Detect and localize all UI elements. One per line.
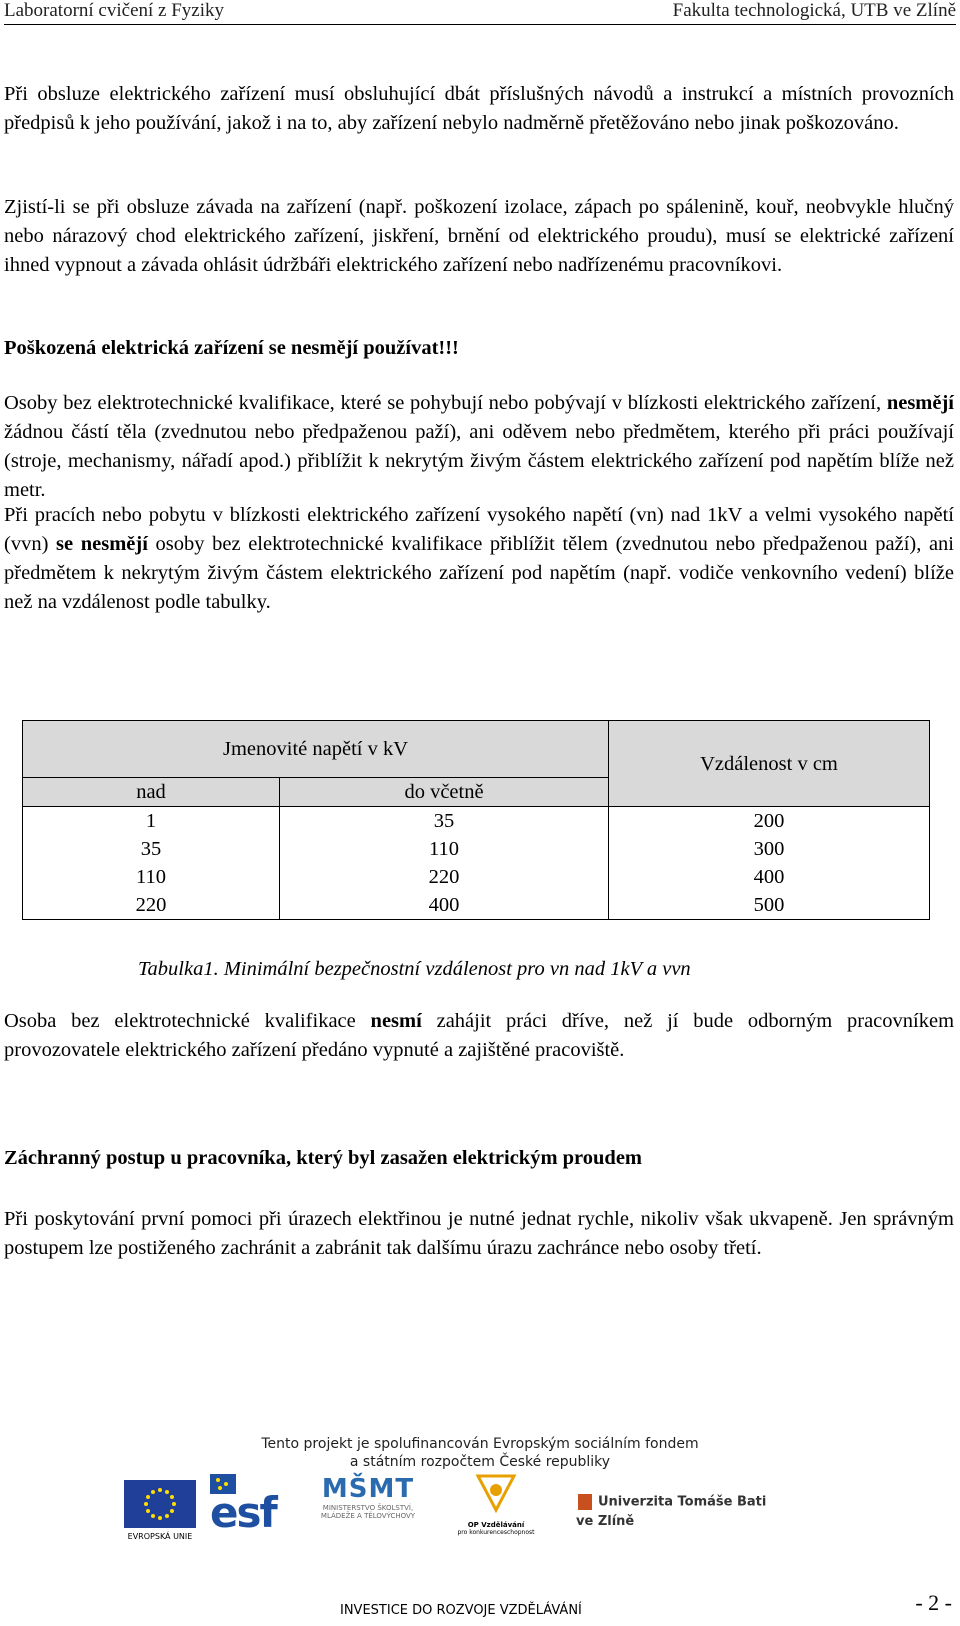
table-cell: 300 [609, 835, 930, 863]
op-logo [456, 1472, 536, 1536]
msmt-logo [303, 1474, 433, 1538]
utb-emblem-icon [576, 1492, 594, 1512]
table-row [23, 863, 930, 891]
msmt-mark: MŠMT [321, 1474, 415, 1504]
table-head-distance: Vzdálenost v cm [609, 721, 930, 807]
warning-damaged: Poškozená elektrická zařízení se nesmějí používat!!! [4, 337, 459, 359]
table-row [23, 891, 930, 920]
paragraph-operation: Při obsluze elektrického zařízení musí obsluhující dbát příslušných návodů a instrukcí a místních provozních předpisů k jeho používání, jakož i na to, aby zařízení nebylo nadměrně přetěžováno nebo jinak poškozováno. [4, 83, 954, 134]
op-sub1: OP Vzdělávání [467, 1521, 525, 1529]
paragraph-unqualified: Osoby bez elektrotechnické kvalifikace, které se pohybují nebo pobývají v blízkosti elektrického zařízení, nesmějí žádnou částí těla (zvednutou nebo předpaženou paží), ani oděvem nebo předmětem, kterého při práci používají (stroje, mechanismy, nářadí apod.) přiblížit k nekrytým živým částem elektrického zařízení pod napětím blíže než metr. [4, 392, 954, 501]
table-cell: 400 [609, 863, 930, 891]
section-heading-rescue: Záchranný postup u pracovníka, který byl zasažen elektrickým proudem [4, 1147, 643, 1169]
table-cell: 110 [23, 863, 280, 891]
table-cell: 220 [280, 863, 609, 891]
utb-name: Univerzita Tomáše Bati ve Zlíně [576, 1494, 767, 1529]
esf-text: esf [210, 1488, 276, 1537]
op-triangle-icon [456, 1472, 536, 1516]
footer-funding-line2: a státním rozpočtem České republiky [349, 1454, 611, 1470]
page-header [4, 0, 956, 25]
msmt-sub2: MLÁDEŽE A TĚLOVÝCHOVY [320, 1512, 416, 1520]
distance-table [22, 720, 930, 920]
paragraph-start-work: Osoba bez elektrotechnické kvalifikace nesmí zahájit práci dříve, než jí bude odborným pracovníkem provozovatele elektrického zařízení předáno vypnuté a zajištěné pracoviště. [4, 1010, 955, 1061]
paragraph-fault: Zjistí-li se při obsluze závada na zařízení (např. poškození izolace, zápach po spálenině, kouř, neobvykle hlučný nebo nárazový chod elektrického zařízení, jiskření, brnění od elektrického proudu), musí se elektrické zařízení ihned vypnout a závada ohlásit údržbáři elektrického zařízení nebo nadřízenému pracovníkovi. [4, 196, 954, 276]
table-cell: 1 [23, 807, 280, 836]
table-cell: 35 [280, 807, 609, 836]
table-cell: 500 [609, 891, 930, 920]
table-head-voltage: Jmenovité napětí v kV [23, 721, 609, 778]
table-caption: Tabulka1. Minimální bezpečnostní vzdálenost pro vn nad 1kV a vvn [138, 958, 691, 980]
paragraph-high-voltage: Při pracích nebo pobytu v blízkosti elektrického zařízení vysokého napětí (vn) nad 1kV a velmi vysokého napětí (vvn) se nesmějí osoby bez elektrotechnické kvalifikace přiblížit tělem (zvednutou nebo předpaženou paží), ani předmětem k nekrytým živým částem elektrického zařízení pod napětím (např. vodiče venkovního vedení) blíže než na vzdálenost podle tabulky. [4, 504, 955, 613]
eu-flag-logo [124, 1480, 196, 1541]
header-faculty: Fakulta technologická, UTB ve Zlíně [672, 0, 956, 21]
table-sub-upto: do včetně [280, 778, 609, 807]
footer-invest: INVESTICE DO ROZVOJE VZDĚLÁVÁNÍ [340, 1603, 582, 1618]
esf-logo [210, 1474, 280, 1536]
page-number: - 2 - [915, 1590, 952, 1615]
eu-label: EVROPSKÁ UNIE [127, 1532, 193, 1541]
eu-flag-icon [124, 1480, 196, 1528]
table-row [23, 807, 930, 836]
header-course: Laboratorní cvičení z Fyziky [4, 0, 225, 21]
table-cell: 110 [280, 835, 609, 863]
op-sub2: pro konkurenceschopnost [457, 1529, 535, 1536]
table-row [23, 835, 930, 863]
table-cell: 35 [23, 835, 280, 863]
table-cell: 200 [609, 807, 930, 836]
table-cell: 400 [280, 891, 609, 920]
table-cell: 220 [23, 891, 280, 920]
msmt-sub1: MINISTERSTVO ŠKOLSTVÍ, [322, 1504, 414, 1512]
table-sub-above: nad [23, 778, 280, 807]
paragraph-first-aid: Při poskytování první pomoci při úrazech elektřinou je nutné jednat rychle, nikoliv však ukvapeně. Jen správným postupem lze postiženého zachránit a zabránit tak dalšímu úrazu zachránce nebo osoby třetí. [4, 1208, 954, 1259]
utb-logo [576, 1492, 776, 1529]
footer-funding-line1: Tento projekt je spolufinancován Evropským sociálním fondem [261, 1436, 699, 1452]
